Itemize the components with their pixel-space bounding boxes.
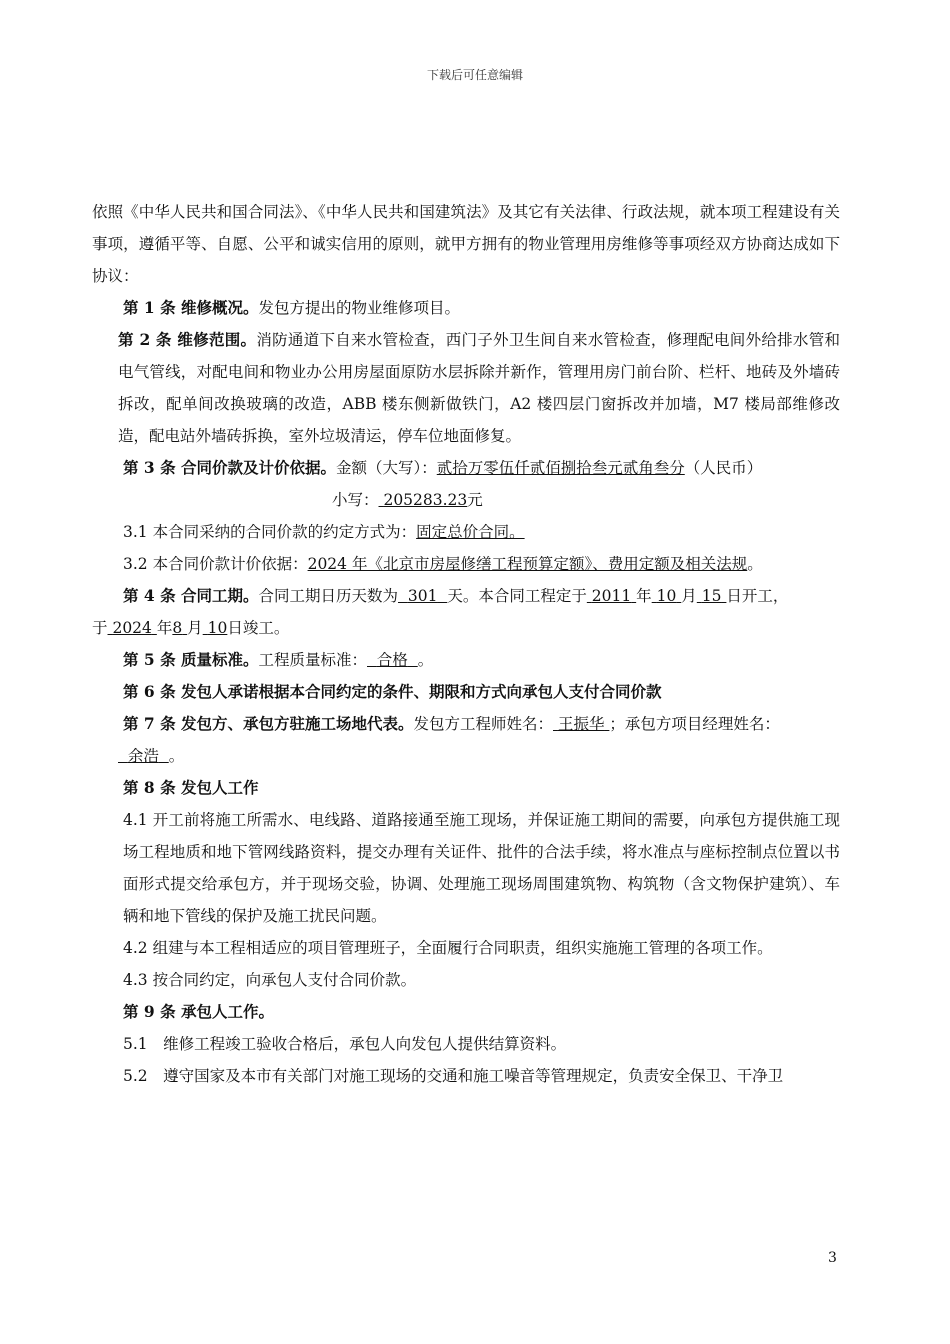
article-6 [92,676,840,708]
clause-5-2: 5.2 遵守国家及本市有关部门对施工现场的交通和施工噪音等管理规定，负责安全保卫、干净卫 [123,1067,784,1085]
article-7 [92,708,840,740]
yu-char: 于 [92,619,108,637]
start-year: 2011 [591,587,632,605]
end-month: 8 [172,619,183,637]
article-9-title: 第 9 条 承包人工作。 [123,1002,274,1021]
clause-5-1: 5.1 维修工程竣工验收合格后，承包人向发包人提供结算资料。 [123,1035,567,1053]
amount-lower-line [92,484,840,516]
quality-end: 。 [417,651,434,669]
clause-3-2-value: 2024 年《北京市房屋修缮工程预算定额》、费用定额及相关法规 [307,555,748,573]
duration-days: 301 [407,587,438,605]
article-3 [92,452,840,484]
article-2-title: 第 2 条 维修范围。 [118,330,257,349]
article-2-text: 消防通道下自来水管检查，西门子外卫生间自来水管检查，修理配电间外给排水管和电气管线，对配电间和物业办公用房屋面原防水层拆除并新作，管理用房门前台阶、栏杆、地砖及外墙砖拆改，配单间改换玻璃的改造，ABB 楼东侧新做铁门，A2 楼四层门窗拆改并加墙，M7 楼局部维修改造，配电站外墙砖拆换，室外垃圾清运，停车位地面修复。 [118,331,840,445]
article-1 [92,292,840,324]
article-4 [92,580,840,612]
article-8-title: 第 8 条 发包人工作 [123,778,259,797]
quality-value: 合格 [376,651,408,669]
engineer-label: 发包方工程师姓名： [413,715,553,733]
small-label: 小写： [332,491,379,509]
start-label: 天。本合同工程定于 [447,587,587,605]
quality-label: 工程质量标准： [258,651,367,669]
end-year: 2024 [112,619,152,637]
article-6-title: 第 6 条 发包人承诺根据本合同约定的条件、期限和方式向承包人支付合同价款 [123,682,662,701]
amount-label: 金额（大写）： [335,459,437,477]
page-number: 3 [828,1250,837,1266]
document-body [92,196,840,1092]
yuan: 元 [467,491,483,509]
clause-3-1-value: 固定总价合同。 [416,523,525,541]
manager-end: 。 [168,747,185,765]
start-day: 15 [701,587,722,605]
start-end-text: 日开工， [726,587,789,605]
currency: （人民币） [684,459,763,477]
article-7-cont [92,740,840,772]
article-5-title: 第 5 条 质量标准。 [123,650,259,669]
month-char: 月 [187,619,203,637]
year-char: 年 [636,587,652,605]
clause-3-2-label: 3.2 本合同价款计价依据： [123,555,308,573]
article-1-title: 第 1 条 维修概况。 [123,298,259,317]
article-5 [92,644,840,676]
article-7-title: 第 7 条 发包方、承包方驻施工场地代表。 [123,714,414,733]
manager-name: 余浩 [127,747,159,765]
intro-paragraph: 依照《中华人民共和国合同法》、《中华人民共和国建筑法》及其它有关法律、行政法规，就本项工程建设有关事项，遵循平等、自愿、公平和诚实信用的原则，就甲方拥有的物业管理用房维修等事项经双方协商达成如下协议： [92,203,840,285]
article-4-title: 第 4 条 合同工期。 [123,586,259,605]
year-char: 年 [156,619,173,637]
amount-lower: 205283.23 [383,491,468,509]
article-2 [92,324,840,452]
page-header: 下载后可任意编辑 [426,68,523,82]
clause-3-2 [92,548,840,580]
clause-4-1: 4.1 开工前将施工所需水、电线路、道路接通至施工现场，并保证施工期间的需要，向承包方提供施工现场工程地质和地下管网线路资料，提交办理有关证件、批件的合法手续，将水准点与座标控制点位置以书面形式提交给承包方，并于现场交验，协调、处理施工现场周围建筑物、构筑物（含文物保护建筑）、车辆和地下管线的保护及施工扰民问题。 [123,811,840,925]
clause-3-1 [92,516,840,548]
article-8 [92,772,840,804]
end-day: 10 [207,619,228,637]
end-text: 日竣工。 [227,619,290,637]
amount-upper: 贰拾万零伍仟贰佰捌拾叁元贰角叁分 [436,459,685,477]
clause-4-3: 4.3 按合同约定，向承包人支付合同价款。 [123,971,417,989]
article-9 [92,996,840,1028]
article-4-end-line [92,612,840,644]
clause-3-2-end: 。 [747,555,763,573]
engineer-name: 王振华 [557,715,605,733]
article-1-text: 发包方提出的物业维修项目。 [258,299,460,317]
article-3-title: 第 3 条 合同价款及计价依据。 [123,458,336,477]
month-char: 月 [681,587,697,605]
manager-label: ；承包方项目经理姓名： [609,715,780,733]
clause-3-1-label: 3.1 本合同采纳的合同价款的约定方式为： [123,523,417,541]
start-month: 10 [656,587,677,605]
clause-4-2: 4.2 组建与本工程相适应的项目管理班子，全面履行合同职责，组织实施施工管理的各项工作。 [123,939,773,957]
duration-label: 合同工期日历天数为 [258,587,398,605]
